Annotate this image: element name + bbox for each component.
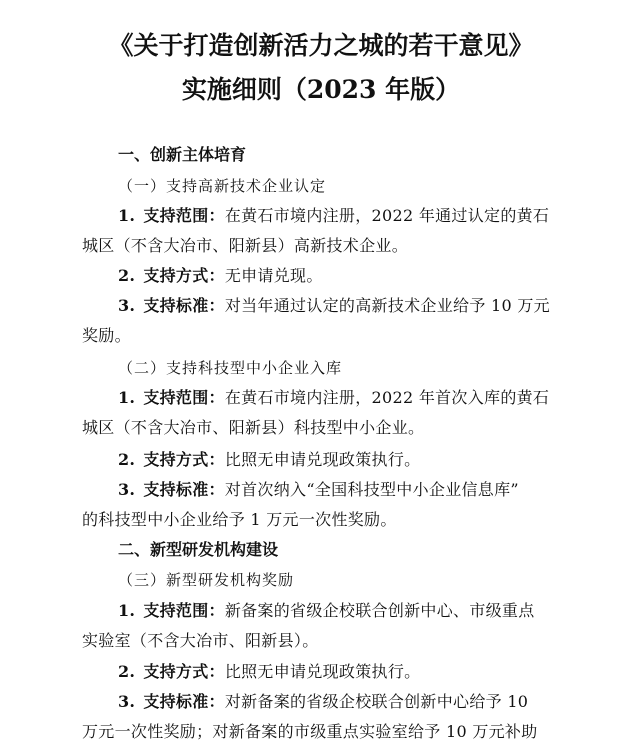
subsection-title: （三）新型研发机构奖励 bbox=[118, 571, 295, 589]
item-continuation: 实验室（不含大冶市、阳新县）。 bbox=[82, 631, 319, 650]
item-continuation: 万元一次性奖励；对新备案的市级重点实验室给予 10 万元补助 bbox=[82, 722, 538, 741]
item-line bbox=[118, 266, 323, 286]
item-number: 1. bbox=[118, 388, 136, 407]
item-label: 支持方式： bbox=[143, 450, 225, 469]
subsection-title: （二）支持科技型中小企业入库 bbox=[118, 359, 343, 377]
item-number: 1. bbox=[118, 206, 136, 225]
item-label: 支持标准： bbox=[143, 296, 225, 315]
item-text: 新备案的省级企校联合创新中心、市级重点 bbox=[224, 601, 535, 620]
item-label: 支持方式： bbox=[143, 266, 225, 285]
item-text: 对首次纳入“全国科技型中小企业信息库” bbox=[224, 480, 519, 499]
subsection-title: （一）支持高新技术企业认定 bbox=[118, 177, 327, 195]
item-line bbox=[118, 601, 535, 621]
item-number: 2. bbox=[118, 662, 136, 681]
item-number: 1. bbox=[118, 601, 136, 620]
item-text: 在黄石市境内注册，2022 年首次入库的黄石 bbox=[224, 388, 550, 407]
item-text: 在黄石市境内注册，2022 年通过认定的黄石 bbox=[224, 206, 550, 225]
item-line bbox=[118, 206, 549, 226]
item-line bbox=[118, 296, 550, 316]
item-continuation: 城区（不含大冶市、阳新县）高新技术企业。 bbox=[82, 236, 409, 255]
item-line bbox=[118, 692, 528, 712]
section-heading: 一、创新主体培育 bbox=[118, 145, 247, 164]
item-label: 支持标准： bbox=[143, 480, 225, 499]
section-heading: 二、新型研发机构建设 bbox=[118, 540, 279, 559]
item-text: 比照无申请兑现政策执行。 bbox=[224, 450, 421, 469]
item-number: 3. bbox=[118, 692, 136, 711]
item-continuation: 的科技型中小企业给予 1 万元一次性奖励。 bbox=[82, 510, 397, 529]
document-title-line-1: 《关于打造创新活力之城的若干意见》 bbox=[108, 31, 534, 60]
item-text: 对当年通过认定的高新技术企业给予 10 万元 bbox=[224, 296, 550, 315]
item-text: 对新备案的省级企校联合创新中心给予 10 bbox=[224, 692, 529, 711]
item-continuation: 奖励。 bbox=[82, 326, 131, 345]
item-number: 2. bbox=[118, 266, 136, 285]
item-text: 比照无申请兑现政策执行。 bbox=[224, 662, 421, 681]
item-line bbox=[118, 450, 420, 470]
document-title-line-2: 实施细则（2023 年版） bbox=[181, 75, 461, 104]
item-line bbox=[118, 388, 549, 408]
item-line bbox=[118, 480, 519, 500]
item-line bbox=[118, 662, 420, 682]
item-label: 支持标准： bbox=[143, 692, 225, 711]
item-number: 2. bbox=[118, 450, 136, 469]
item-text: 无申请兑现。 bbox=[224, 266, 323, 285]
item-label: 支持范围： bbox=[143, 388, 225, 407]
item-continuation: 城区（不含大冶市、阳新县）科技型中小企业。 bbox=[82, 418, 425, 437]
item-number: 3. bbox=[118, 296, 136, 315]
item-label: 支持方式： bbox=[143, 662, 225, 681]
item-label: 支持范围： bbox=[143, 601, 225, 620]
item-number: 3. bbox=[118, 480, 136, 499]
item-label: 支持范围： bbox=[143, 206, 225, 225]
